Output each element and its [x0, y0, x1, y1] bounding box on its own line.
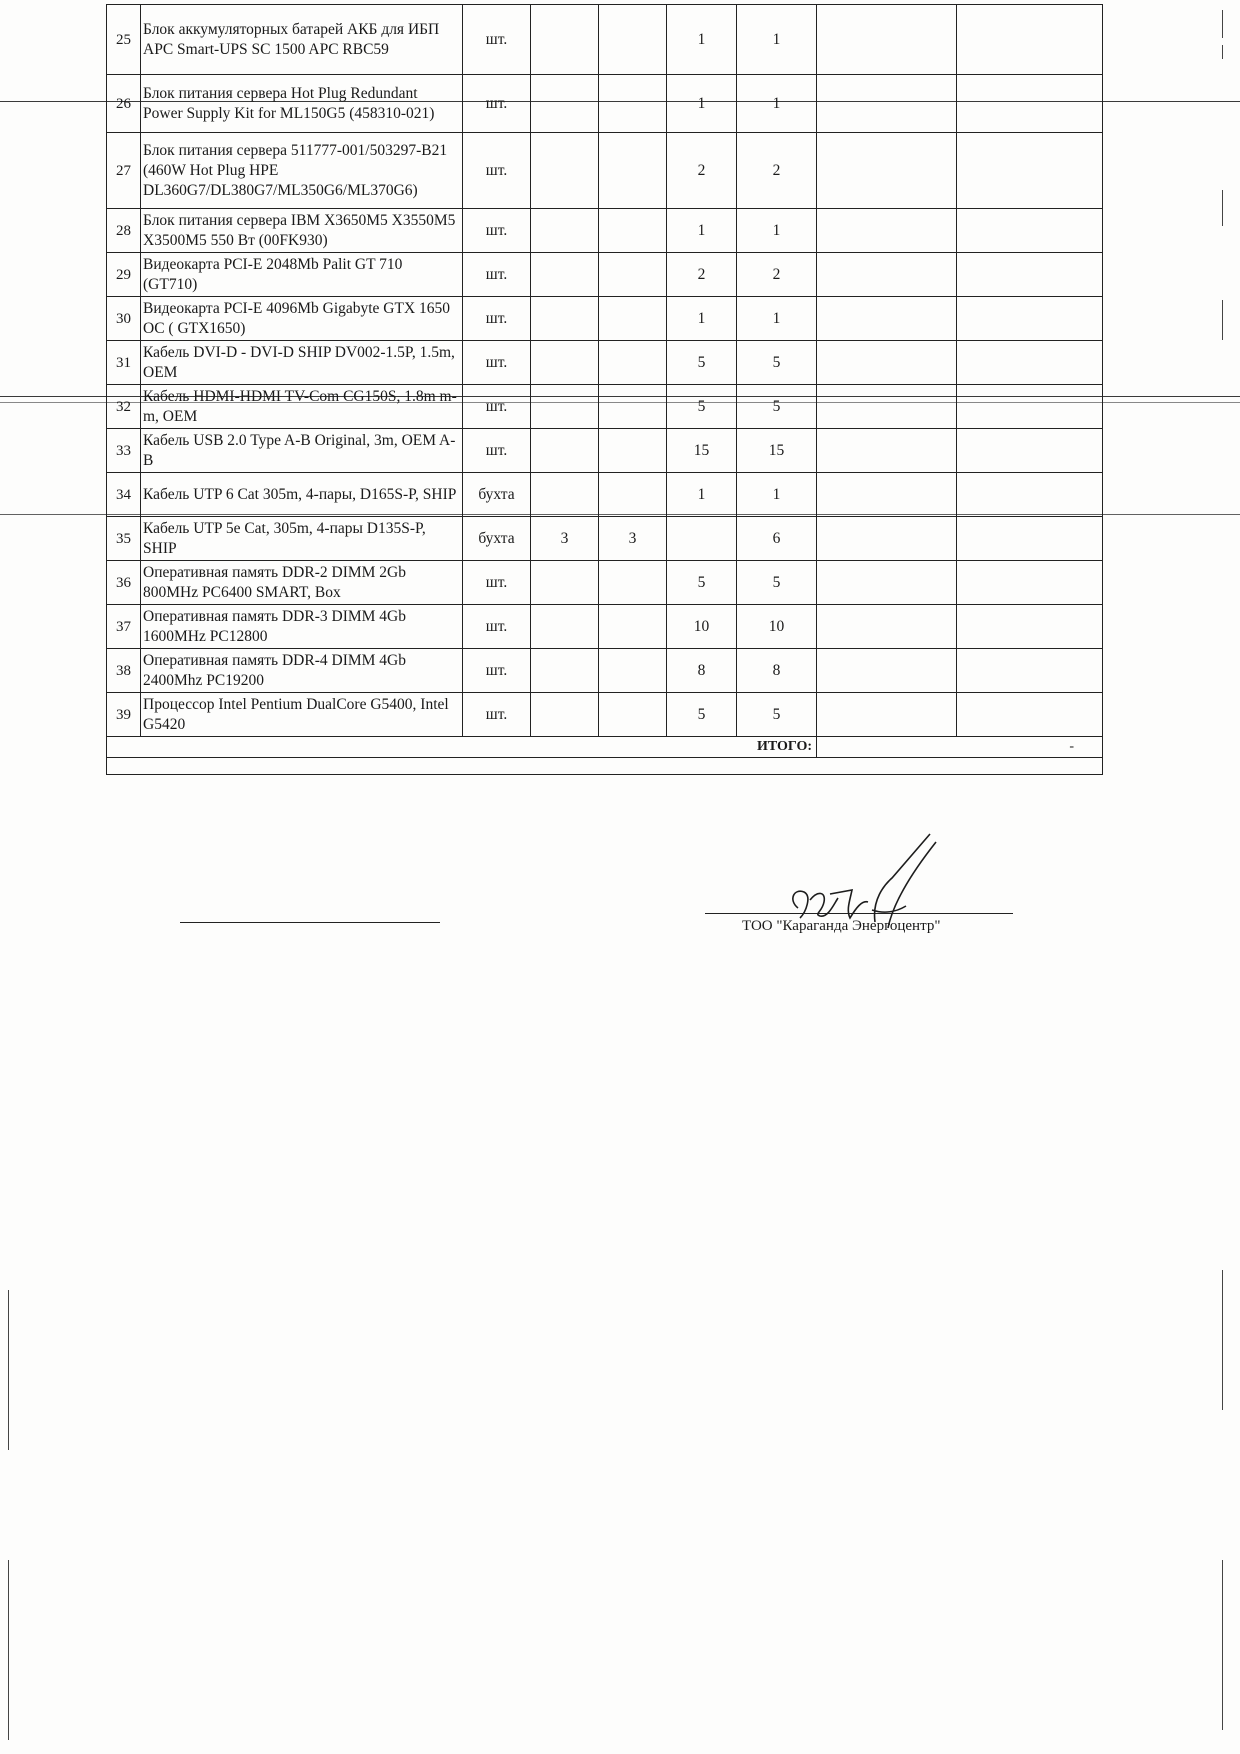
unit-cell: бухта	[463, 517, 531, 561]
qty-total-cell: 1	[737, 473, 817, 517]
organization-label: ТОО "Караганда Энергоцентр"	[742, 918, 941, 934]
extra-col1-cell	[817, 693, 957, 737]
item-name: Блок питания сервера 511777-001/503297-B21 (460W Hot Plug HPE DL360G7/DL380G7/ML350G6/ML370G6)	[141, 133, 463, 209]
qty-col3-cell: 5	[667, 385, 737, 429]
qty-col2-cell	[599, 5, 667, 75]
row-number: 26	[107, 75, 141, 133]
total-row	[107, 737, 1103, 758]
qty-col2-cell	[599, 605, 667, 649]
qty-col3-cell: 8	[667, 649, 737, 693]
qty-col2-cell	[599, 429, 667, 473]
extra-col2-cell	[957, 133, 1103, 209]
qty-col1-cell	[531, 693, 599, 737]
extra-col2-cell	[957, 517, 1103, 561]
qty-col3-cell: 1	[667, 297, 737, 341]
item-name: Оперативная память DDR-2 DIMM 2Gb 800MHz PC6400 SMART, Box	[141, 561, 463, 605]
unit-cell: шт.	[463, 297, 531, 341]
extra-col1-cell	[817, 605, 957, 649]
extra-col1-cell	[817, 133, 957, 209]
qty-col3-cell: 1	[667, 75, 737, 133]
qty-col1-cell	[531, 605, 599, 649]
qty-col3-cell: 2	[667, 253, 737, 297]
row-number: 27	[107, 133, 141, 209]
row-number: 29	[107, 253, 141, 297]
extra-col2-cell	[957, 209, 1103, 253]
qty-col1-cell	[531, 385, 599, 429]
item-name: Блок питания сервера IBM X3650M5 X3550M5 X3500M5 550 Вт (00FK930)	[141, 209, 463, 253]
table-footer-cell	[107, 758, 1103, 775]
qty-col1-cell	[531, 473, 599, 517]
handwritten-signature	[780, 830, 940, 940]
unit-cell: шт.	[463, 341, 531, 385]
row-number: 30	[107, 297, 141, 341]
unit-cell: шт.	[463, 209, 531, 253]
qty-col2-cell	[599, 649, 667, 693]
table-row	[107, 473, 1103, 517]
table-row	[107, 209, 1103, 253]
qty-col2-cell	[599, 473, 667, 517]
qty-col1-cell	[531, 133, 599, 209]
qty-col3-cell	[667, 517, 737, 561]
qty-col1-cell	[531, 561, 599, 605]
qty-total-cell: 2	[737, 133, 817, 209]
unit-cell: шт.	[463, 605, 531, 649]
qty-col2-cell	[599, 693, 667, 737]
item-name: Оперативная память DDR-3 DIMM 4Gb 1600MHz PC12800	[141, 605, 463, 649]
total-label: ИТОГО:	[107, 737, 817, 758]
row-number: 35	[107, 517, 141, 561]
table-row	[107, 429, 1103, 473]
items-table	[106, 4, 1103, 775]
unit-cell: шт.	[463, 649, 531, 693]
qty-col3-cell: 2	[667, 133, 737, 209]
extra-col2-cell	[957, 297, 1103, 341]
qty-col1-cell	[531, 297, 599, 341]
extra-col1-cell	[817, 209, 957, 253]
qty-col2-cell	[599, 385, 667, 429]
qty-col1-cell	[531, 5, 599, 75]
unit-cell: шт.	[463, 5, 531, 75]
qty-col3-cell: 1	[667, 209, 737, 253]
table-row	[107, 75, 1103, 133]
item-name: Кабель UTP 6 Cat 305m, 4-пары, D165S-P, SHIP	[141, 473, 463, 517]
item-name: Видеокарта PCI-E 2048Mb Palit GT 710 (GT710)	[141, 253, 463, 297]
qty-col3-cell: 15	[667, 429, 737, 473]
qty-total-cell: 5	[737, 693, 817, 737]
item-name: Блок питания сервера Hot Plug Redundant Power Supply Kit for ML150G5 (458310-021)	[141, 75, 463, 133]
table-row	[107, 517, 1103, 561]
table-row	[107, 297, 1103, 341]
unit-cell: шт.	[463, 133, 531, 209]
extra-col2-cell	[957, 253, 1103, 297]
extra-col2-cell	[957, 561, 1103, 605]
items-table-container	[106, 4, 1102, 775]
extra-col2-cell	[957, 385, 1103, 429]
item-name: Кабель USB 2.0 Type A-B Original, 3m, OEM A-B	[141, 429, 463, 473]
qty-col1-cell	[531, 649, 599, 693]
qty-col2-cell	[599, 209, 667, 253]
row-number: 25	[107, 5, 141, 75]
qty-col1-cell	[531, 75, 599, 133]
row-number: 28	[107, 209, 141, 253]
item-name: Видеокарта PCI-E 4096Mb Gigabyte GTX 1650 OC ( GTX1650)	[141, 297, 463, 341]
extra-col1-cell	[817, 297, 957, 341]
row-number: 38	[107, 649, 141, 693]
table-row	[107, 649, 1103, 693]
table-row	[107, 133, 1103, 209]
table-row	[107, 605, 1103, 649]
qty-col2-cell	[599, 561, 667, 605]
item-name: Кабель DVI-D - DVI-D SHIP DV002-1.5P, 1.5m, OEM	[141, 341, 463, 385]
qty-total-cell: 15	[737, 429, 817, 473]
qty-col1-cell	[531, 253, 599, 297]
extra-col2-cell	[957, 75, 1103, 133]
extra-col2-cell	[957, 649, 1103, 693]
extra-col1-cell	[817, 561, 957, 605]
extra-col1-cell	[817, 385, 957, 429]
unit-cell: шт.	[463, 75, 531, 133]
extra-col2-cell	[957, 341, 1103, 385]
row-number: 34	[107, 473, 141, 517]
qty-total-cell: 5	[737, 561, 817, 605]
extra-col2-cell	[957, 473, 1103, 517]
left-signature-line	[180, 922, 440, 923]
item-name: Кабель HDMI-HDMI TV-Com CG150S, 1.8m m-m, OEM	[141, 385, 463, 429]
qty-col2-cell	[599, 341, 667, 385]
table-row	[107, 253, 1103, 297]
table-row	[107, 561, 1103, 605]
extra-col2-cell	[957, 429, 1103, 473]
qty-total-cell: 1	[737, 75, 817, 133]
items-table-body	[107, 5, 1103, 737]
right-signature-line	[705, 913, 1013, 914]
qty-total-cell: 1	[737, 297, 817, 341]
unit-cell: шт.	[463, 429, 531, 473]
qty-total-cell: 10	[737, 605, 817, 649]
qty-total-cell: 6	[737, 517, 817, 561]
row-number: 32	[107, 385, 141, 429]
row-number: 36	[107, 561, 141, 605]
qty-col3-cell: 1	[667, 473, 737, 517]
extra-col1-cell	[817, 473, 957, 517]
qty-col3-cell: 10	[667, 605, 737, 649]
total-value: -	[817, 737, 1103, 758]
extra-col2-cell	[957, 605, 1103, 649]
qty-total-cell: 8	[737, 649, 817, 693]
row-number: 39	[107, 693, 141, 737]
extra-col1-cell	[817, 341, 957, 385]
unit-cell: бухта	[463, 473, 531, 517]
unit-cell: шт.	[463, 561, 531, 605]
qty-total-cell: 5	[737, 385, 817, 429]
unit-cell: шт.	[463, 385, 531, 429]
qty-col3-cell: 1	[667, 5, 737, 75]
qty-col2-cell: 3	[599, 517, 667, 561]
qty-col3-cell: 5	[667, 341, 737, 385]
qty-col1-cell: 3	[531, 517, 599, 561]
extra-col2-cell	[957, 693, 1103, 737]
row-number: 33	[107, 429, 141, 473]
table-row	[107, 693, 1103, 737]
qty-total-cell: 1	[737, 209, 817, 253]
qty-col2-cell	[599, 297, 667, 341]
extra-col1-cell	[817, 75, 957, 133]
qty-total-cell: 2	[737, 253, 817, 297]
item-name: Кабель UTP 5e Cat, 305m, 4-пары D135S-P, SHIP	[141, 517, 463, 561]
unit-cell: шт.	[463, 253, 531, 297]
qty-col1-cell	[531, 341, 599, 385]
extra-col1-cell	[817, 517, 957, 561]
row-number: 37	[107, 605, 141, 649]
extra-col1-cell	[817, 429, 957, 473]
qty-total-cell: 5	[737, 341, 817, 385]
extra-col1-cell	[817, 649, 957, 693]
qty-col3-cell: 5	[667, 561, 737, 605]
table-row	[107, 385, 1103, 429]
extra-col1-cell	[817, 5, 957, 75]
item-name: Блок аккумуляторных батарей АКБ для ИБП APC Smart-UPS SC 1500 APC RBC59	[141, 5, 463, 75]
extra-col2-cell	[957, 5, 1103, 75]
unit-cell: шт.	[463, 693, 531, 737]
table-row	[107, 5, 1103, 75]
qty-col2-cell	[599, 75, 667, 133]
qty-col1-cell	[531, 429, 599, 473]
qty-total-cell: 1	[737, 5, 817, 75]
table-footer-row	[107, 758, 1103, 775]
qty-col3-cell: 5	[667, 693, 737, 737]
qty-col1-cell	[531, 209, 599, 253]
item-name: Процессор Intel Pentium DualCore G5400, Intel G5420	[141, 693, 463, 737]
extra-col1-cell	[817, 253, 957, 297]
item-name: Оперативная память DDR-4 DIMM 4Gb 2400Mhz PC19200	[141, 649, 463, 693]
row-number: 31	[107, 341, 141, 385]
qty-col2-cell	[599, 133, 667, 209]
table-row	[107, 341, 1103, 385]
qty-col2-cell	[599, 253, 667, 297]
